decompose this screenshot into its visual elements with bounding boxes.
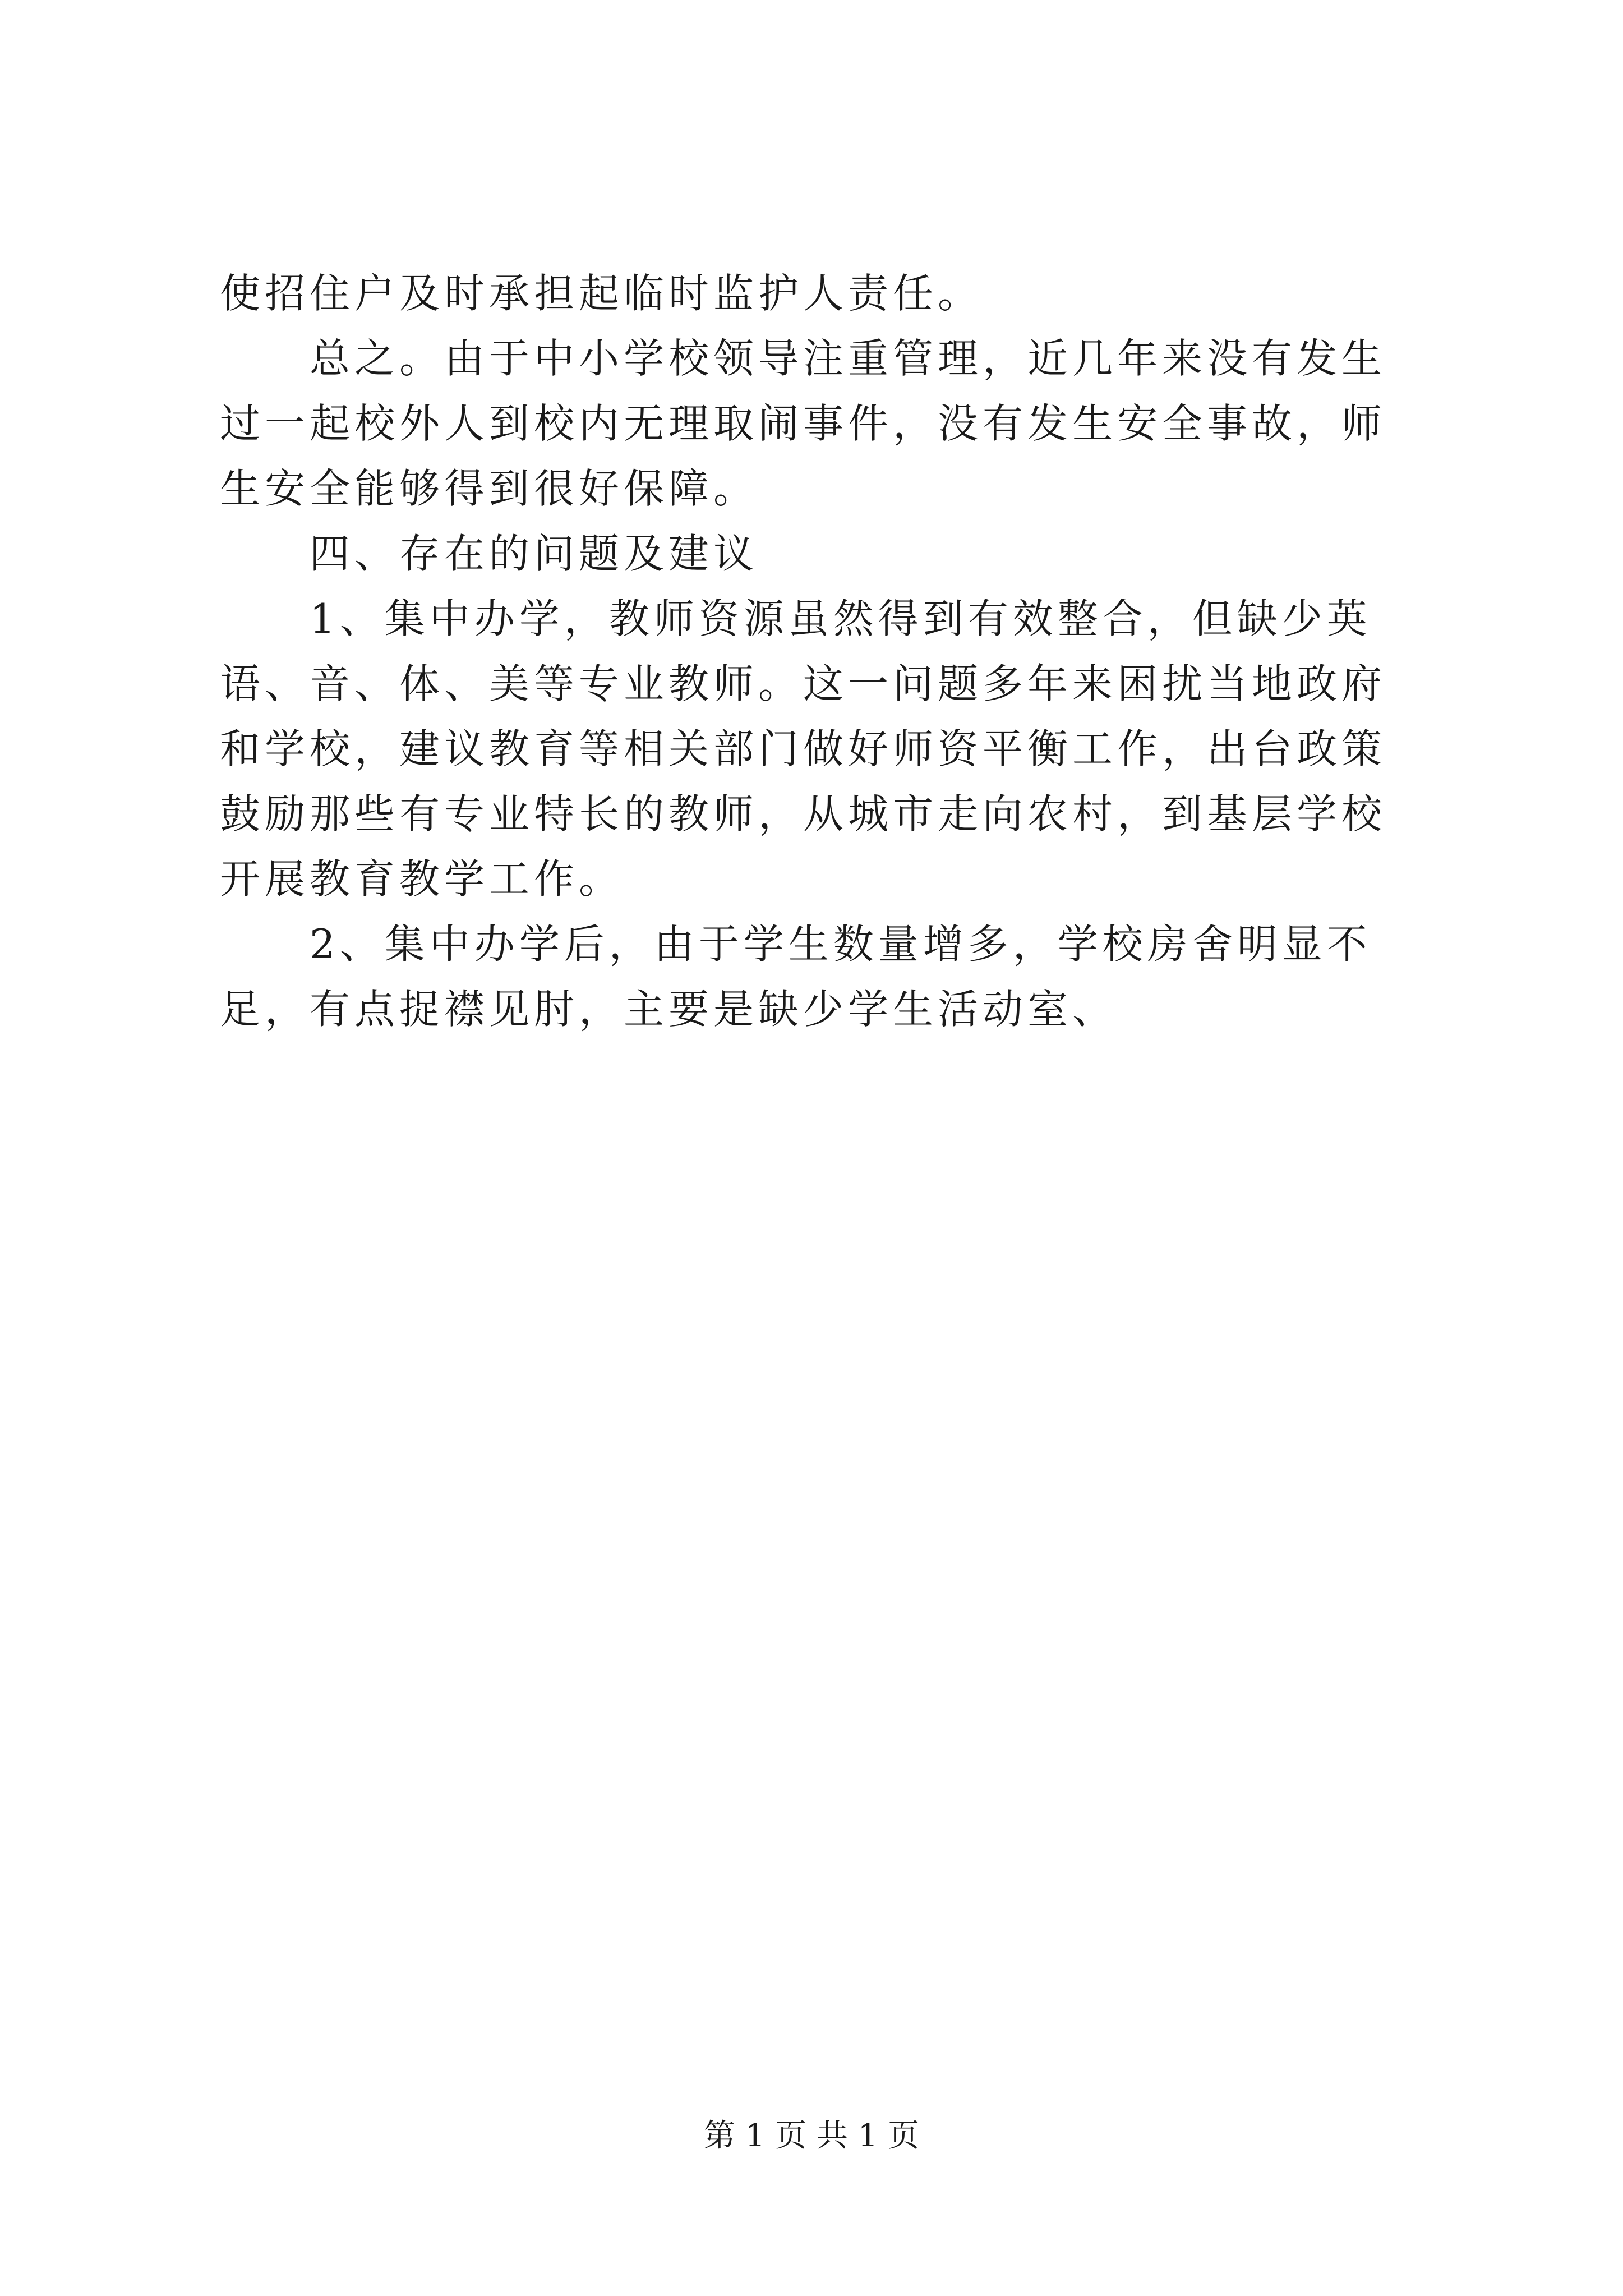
document-body [220, 261, 1426, 1042]
paragraph-summary: 总之。由于中小学校领导注重管理，近几年来没有发生过一起校外人到校内无理取闹事件，没有发生安全事故，师生安全能够得到很好保障。 [220, 335, 1387, 512]
paragraph-item-2: 2、集中办学后，由于学生数量增多，学校房舍明显不足，有点捉襟见肘，主要是缺少学生活动室、 [220, 921, 1372, 1033]
page-footer: 第 1 页 共 1 页 [703, 2118, 920, 2154]
section-heading: 四、存在的问题及建议 [310, 530, 759, 577]
paragraph-continuation: 使招住户及时承担起临时监护人责任。 [220, 270, 983, 317]
paragraph-item-1: 1、集中办学，教师资源虽然得到有效整合，但缺少英语、音、体、美等专业教师。这一问题多年来困扰当地政府和学校，建议教育等相关部门做好师资平衡工作，出台政策鼓励那些有专业特长的教师，从城市走向农村，到基层学校开展教育教学工作。 [220, 595, 1387, 903]
